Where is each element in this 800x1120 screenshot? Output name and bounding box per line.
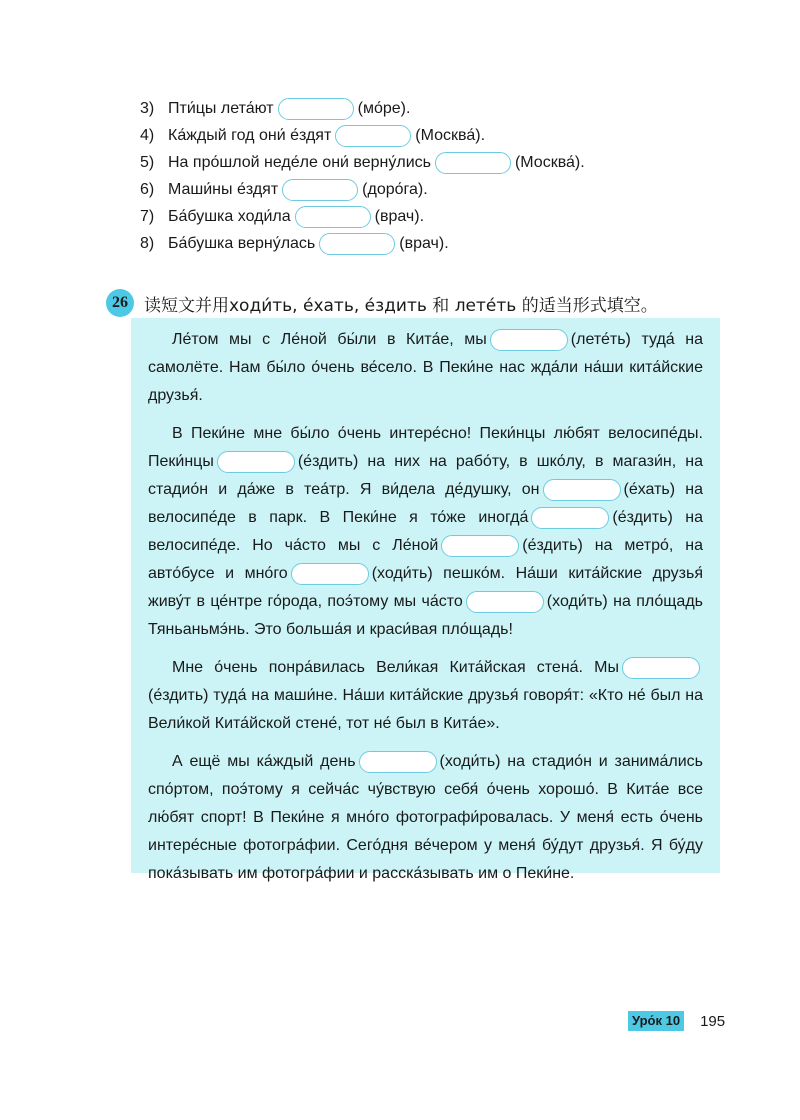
- exercise-item-8: [140, 230, 585, 257]
- passage-text: (е́здить) на метро́, на авто́бусе и мно́го: [148, 537, 704, 582]
- passage-text: (ходи́ть) пешко́м. На́ши кита́йские друзья́ живу́т в це́нтре го́рода, поэ́тому мы ча́сто: [148, 565, 703, 610]
- item-number: 7): [140, 208, 155, 225]
- item-number: 8): [140, 235, 155, 252]
- exercise-item-3: [140, 95, 585, 122]
- passage-text: (е́хать) на велосипе́де в парк. В Пеки́не я то́же иногда́: [148, 481, 704, 526]
- exercise-item-5: [140, 149, 585, 176]
- task-number-badge: 26: [106, 289, 134, 317]
- answer-blank[interactable]: [466, 591, 544, 613]
- item-number: 3): [140, 100, 155, 117]
- passage-text: (ходи́ть) на пло́щадь Тяньаньмэ́нь. Это больша́я и краси́вая пло́щадь!: [148, 593, 703, 638]
- item-text: Ба́бушка ходи́ла: [168, 208, 291, 225]
- answer-blank[interactable]: [531, 507, 609, 529]
- item-number: 5): [140, 154, 155, 171]
- page-number: 195: [700, 1012, 726, 1030]
- task-header: [106, 288, 658, 318]
- answer-blank[interactable]: [622, 657, 700, 679]
- item-hint: (врач).: [374, 208, 425, 225]
- passage-paragraph-2: [148, 420, 703, 644]
- item-hint: (доро́га).: [362, 181, 428, 198]
- item-text: Маши́ны е́здят: [168, 181, 279, 198]
- passage-text: А ещё мы ка́ждый день: [172, 753, 356, 770]
- answer-blank[interactable]: [435, 152, 511, 174]
- item-hint: (Москва́).: [514, 154, 585, 171]
- passage-text: (е́здить) на них на рабо́ту, в шко́лу, в магази́н, на стадио́н и да́же в теа́тр. Я ви́дела де́душку, он: [148, 453, 703, 498]
- exercise-list: [140, 95, 585, 257]
- passage-text: Мне о́чень понра́вилась Вели́кая Кита́йская стена́. Мы: [172, 659, 619, 676]
- passage-text: (лете́ть) туда́ на самолёте. Нам бы́ло о́чень ве́село. В Пеки́не нас жда́ли на́ши кита́йские друзья́.: [148, 331, 704, 404]
- answer-blank[interactable]: [282, 179, 358, 201]
- passage-text: (ходи́ть) на стадио́н и занима́лись спо́ртом, поэ́тому я сейча́с чу́вствую себя́ о́чень хорошо́. В Кита́е все лю́бят спорт! В Пеки́не я мно́го фотографи́ровалась. У меня́ есть о́чень интере́сные фотогра́фии. Сего́дня ве́чером у меня́ бу́дут друзья́. Я бу́ду пока́зывать им фотогра́фии и расска́зывать им о Пеки́не.: [148, 753, 703, 882]
- passage-paragraph-1: [148, 326, 703, 410]
- item-hint: (мо́ре).: [357, 100, 411, 117]
- answer-blank[interactable]: [441, 535, 519, 557]
- task-instruction: 读短文并用ходи́ть, е́хать, е́здить 和 лете́ть 的适当形式填空。: [144, 295, 658, 316]
- item-text: Пти́цы лета́ют: [168, 100, 274, 117]
- passage-text: В Пеки́не мне бы́ло о́чень интере́сно! Пеки́нцы лю́бят велосипе́ды. Пеки́нцы: [148, 425, 703, 470]
- exercise-item-4: [140, 122, 585, 149]
- reading-passage: [131, 318, 720, 882]
- item-text: На про́шлой неде́ле они́ верну́лись: [168, 154, 431, 171]
- item-text: Ба́бушка верну́лась: [168, 235, 316, 252]
- passage-paragraph-4: [148, 748, 703, 888]
- answer-blank[interactable]: [543, 479, 621, 501]
- exercise-item-7: [140, 203, 585, 230]
- passage-text: (е́здить) туда́ на маши́не. На́ши кита́йские друзья́ говоря́т: «Кто не́ был на Вели́кой Кита́йской стене́, тот не́ был в Кита́е».: [148, 687, 703, 732]
- passage-paragraph-3: [148, 654, 703, 738]
- page-footer: [628, 1011, 725, 1031]
- item-number: 4): [140, 127, 155, 144]
- answer-blank[interactable]: [291, 563, 369, 585]
- answer-blank[interactable]: [359, 751, 437, 773]
- item-hint: (Москва́).: [415, 127, 486, 144]
- answer-blank[interactable]: [217, 451, 295, 473]
- passage-text: (е́здить) на велосипе́де. Но ча́сто мы с Ле́ной: [148, 509, 704, 554]
- exercise-item-6: [140, 176, 585, 203]
- answer-blank[interactable]: [295, 206, 371, 228]
- item-number: 6): [140, 181, 155, 198]
- passage-text: Ле́том мы с Ле́ной бы́ли в Кита́е, мы: [172, 331, 487, 348]
- item-hint: (врач).: [399, 235, 449, 252]
- answer-blank[interactable]: [319, 233, 395, 255]
- answer-blank[interactable]: [490, 329, 568, 351]
- lesson-label: Уро́к 10: [628, 1011, 684, 1031]
- answer-blank[interactable]: [335, 125, 411, 147]
- answer-blank[interactable]: [278, 98, 354, 120]
- item-text: Ка́ждый год они́ е́здят: [168, 127, 332, 144]
